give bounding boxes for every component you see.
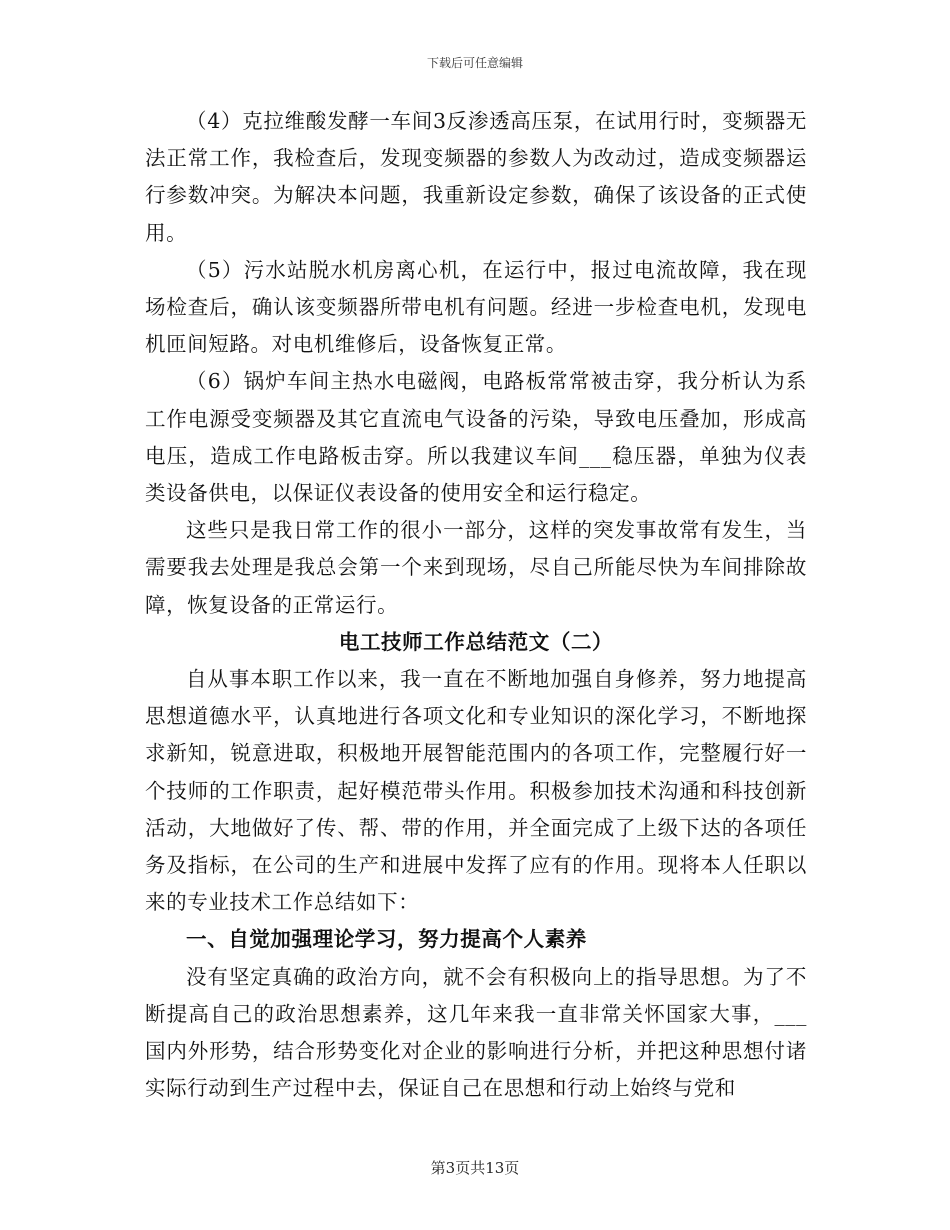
paragraph-intro: 自从事本职工作以来，我一直在不断地加强自身修养，努力地提高思想道德水平，认真地进行各项文化和专业知识的深化学习，不断地探求新知，锐意进取，积极地开展智能范围内的各项工作，完整履行好一个技师的工作职责，起好模范带头作用。积极参加技术沟通和科技创新活动，大地做好了传、帮、带的作用，并全面完成了上级下达的各项任务及指标，在公司的生产和进展中发挥了应有的作用。现将本人任职以来的专业技术工作总结如下： <box>145 667 807 915</box>
sub-heading: 一、自觉加强理论学习，努力提高个人素养 <box>186 927 587 952</box>
document-body <box>145 103 807 1107</box>
section-title: 电工技师工作总结范文（二） <box>338 629 614 654</box>
page-number: 第3页共13页 <box>430 1159 520 1177</box>
paragraph-item-4: （4）克拉维酸发酵一车间3反渗透高压泵，在试用行时，变频器无法正常工作，我检查后，发现变频器的参数人为改动过，造成变频器运行参数冲突。为解决本问题，我重新设定参数，确保了该设备的正式使用。 <box>145 109 807 245</box>
paragraph-item-5: （5）污水站脱水机房离心机，在运行中，报过电流故障，我在现场检查后，确认该变频器所带电机有问题。经进一步检查电机，发现电机匝间短路。对电机维修后，设备恢复正常。 <box>145 257 807 357</box>
header-note: 下载后可任意编辑 <box>426 56 523 70</box>
paragraph-summary: 这些只是我日常工作的很小一部分，这样的突发事故常有发生，当需要我去处理是我总会第一个来到现场，尽自己所能尽快为车间排除故障，恢复设备的正常运行。 <box>145 518 807 617</box>
paragraph-item-6: （6）锅炉车间主热水电磁阀，电路板常常被击穿，我分析认为系工作电源受变频器及其它直流电气设备的污染，导致电压叠加，形成高电压，造成工作电路板击穿。所以我建议车间___稳压器，单独为仪表类设备供电，以保证仪表设备的使用安全和运行稳定。 <box>145 369 807 506</box>
paragraph-last: 没有坚定真确的政治方向，就不会有积极向上的指导思想。为了不断提高自己的政治思想素养，这几年来我一直非常关怀国家大事，___国内外形势，结合形势变化对企业的影响进行分析，并把这种思想付诸实际行动到生产过程中去，保证自己在思想和行动上始终与党和 <box>145 964 807 1101</box>
